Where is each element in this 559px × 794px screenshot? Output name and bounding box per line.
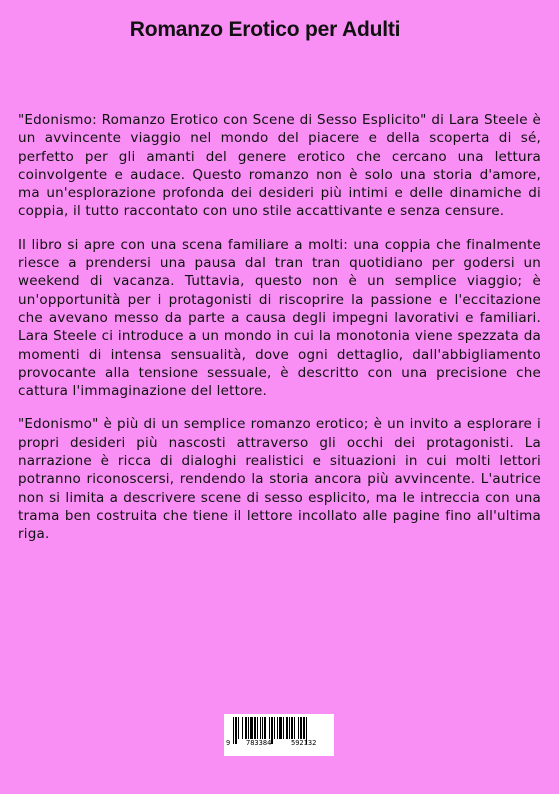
barcode-bar [242,717,243,739]
barcode-bar [264,717,266,739]
book-title: Romanzo Erotico per Adulti [129,18,401,41]
barcode-bar [233,717,234,744]
isbn-barcode [224,714,334,756]
barcode-bar [262,717,263,739]
barcode-bar [248,717,249,739]
barcode-bar [277,717,278,739]
barcode-bar [245,717,247,739]
blurb-paragraph-2: Il libro si apre con una scena familiare a molti: una coppia che finalmente riesce a prendersi una pausa dal tran tran quotidiano per godersi un weekend di vacanza. Tuttavia, questo non è un semplice viaggio; è un'opportunità per i protagonisti di riscoprire la passione e l'eccitazione che avevano messo da parte a causa degli impegni lavorativi e familiari. Lara Steele ci introduce a un mondo in cui la monotonia viene spezzata da momenti di intensa sensualità, dove ogni dettaglio, dall'abbigliamento provocante alla tensione sessuale, è descritto con una precisione che cattura l'immaginazione del lettore. [18,236,541,400]
barcode-bar [260,717,261,739]
barcode-bar [286,717,288,739]
barcode-bar [269,717,270,739]
barcode-bar [283,717,284,739]
barcode-bar [289,717,290,739]
barcode-bar [254,717,256,739]
barcode-bar [250,717,253,739]
barcode-bar [274,717,275,739]
barcode-bar [271,717,273,744]
barcode-bar [303,717,305,739]
blurb-paragraph-1: "Edonismo: Romanzo Erotico con Scene di Sesso Esplicito" di Lara Steele è un avvincente viaggio nel mondo del piacere e della scoperta di sé, perfetto per gli amanti del genere erotico che cercano una lettura coinvolgente e audace. Questo romanzo non è solo una storia d'amore, ma un'esplorazione profonda dei desideri più intimi e delle dinamiche di coppia, il tutto raccontato con uno stile accattivante e senza censure. [18,112,541,220]
barcode-bar [291,717,293,739]
barcode-bar [298,717,299,739]
barcode-digit-first: 9 [226,739,231,747]
barcode-bar [235,717,237,744]
barcode-bars [224,714,334,756]
blurb-paragraph-3: "Edonismo" è più di un semplice romanzo erotico; è un invito a esplorare i propri desideri più nascosti attraverso gli occhi dei protagonisti. La narrazione è ricca di dialoghi realistici e situazioni in cui molti lettori potranno riconoscersi, rendendo la storia ancora più avvincente. L'autrice non si limita a descrivere scene di sesso esplicito, ma le intreccia con una trama ben costruita che tiene il lettore incollato alle pagine fino all'ultima riga. [18,416,541,543]
barcode-bar [257,717,258,739]
barcode-bar [294,717,295,739]
barcode-bar [300,717,302,739]
barcode-digits-right: 592132 [291,739,317,747]
back-cover-blurb [18,111,541,559]
barcode-bar [279,717,282,739]
barcode-digits-left: 783384 [246,739,272,747]
barcode-bar [238,717,239,739]
